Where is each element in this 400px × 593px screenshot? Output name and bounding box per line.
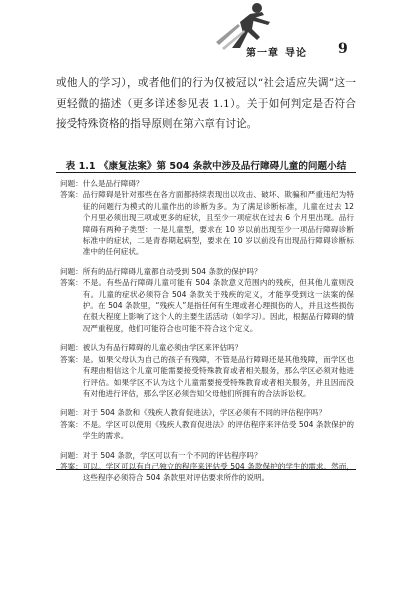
answer-line [60,419,354,442]
table-bottom-rule [56,469,356,470]
question-line [60,342,354,353]
question-line [60,450,354,461]
qa-entry [60,266,354,334]
qa-table [60,178,354,492]
answer-label: 答案： [60,190,83,200]
answer-line [60,461,354,484]
answer-label: 答案： [60,278,83,288]
running-header [0,0,400,60]
question-line [60,407,354,418]
question-text: 对于 504 条款和《残疾人教育促进法》，学区必须有不同的评估程序吗？ [82,408,327,418]
qa-entry [60,342,354,399]
question-label: 问题： [60,266,83,276]
question-label: 问题： [60,343,83,353]
question-text: 所有的品行障碍儿童都自动受到 504 条款的保护吗？ [82,266,262,276]
question-text: 对于 504 条款，学区可以有一个不同的评估程序吗？ [82,450,262,460]
table-caption: 表 1.1 《康复法案》第 504 条款中涉及品行障碍儿童的问题小结 [65,161,347,172]
answer-line [60,277,354,334]
qa-entry [60,450,354,484]
qa-entry [60,407,354,441]
table-top-rule [56,172,356,173]
question-label: 问题： [60,408,83,418]
page-number: 9 [338,41,348,57]
answer-line [60,354,354,400]
chapter-heading [246,44,307,59]
qa-entry [60,178,354,258]
question-line [60,266,354,277]
answer-label: 答案： [60,354,83,364]
chapter-label: 第一章 [246,48,279,59]
answer-text: 可以。学区可以有自己独立的程序来评估受 504 条款保护的学生的需求。然而，这些程序必须符合 504 条款里对评估要求所作的说明。 [82,461,354,483]
answer-text: 是。如果父母认为自己的孩子有残障，不管是品行障碍还是其他残障，而学区也有理由相信这个儿童可能需要接受特殊教育或者相关服务，那么学区必须对他进行评估。如果学区不认为这个儿童需要接受特殊教育或者相关服务，并且因而没有对他进行评估，那么学区必须告知父母他们所拥有的合法诉讼权。 [82,354,354,398]
question-text: 被认为有品行障碍的儿童必须由学区来评估吗？ [82,343,243,353]
question-label: 问题： [60,179,83,188]
answer-label: 答案： [60,461,83,471]
answer-line [60,189,354,257]
question-label: 问题： [60,450,83,460]
question-line [60,178,354,189]
answer-text: 不是。有些品行障碍儿童可能有 504 条款意义范围内的残疾，但其他儿童则没有。儿童的症状必须符合 504 条款关于残疾的定义，才能享受到这一法案的保护。在 504 条款里，“残疾人”是指任何有生理或者心理损伤的人，并且这些损伤在很大程度上影响了这个人的主要生活活动（如学习）。因此，根据品行障碍的情况严重程度，他们可能符合也可能不符合这个定义。 [82,278,354,333]
answer-text: 品行障碍是针对那些在各方面都持续表现出以攻击、破坏、欺骗和严重违纪为特征的问题行为模式的儿童作出的诊断为多。为了满足诊断标准，儿童在过去 12 个月里必须出现三项或更多的症状，且至少一项症状在过去 6 个月里出现。品行障碍有两种子类型：一是儿童型，要求在 10 岁以前出现至少一项品行障碍诊断标准中的症状，二是青春期起病型，要求在 10 岁以前没有出现品行障碍诊断标准中的任何症状。 [82,190,354,257]
chapter-title: 导论 [285,48,307,59]
intro-paragraph: 或他人的学习），或者他们的行为仅被冠以“社会适应失调”这一更轻微的描述（更多详述参见表 1.1）。关于如何判定是否符合接受特殊资格的指导原则在第六章有讨论。 [56,77,356,130]
question-text: 什么是品行障碍？ [82,179,144,188]
answer-label: 答案： [60,419,83,429]
answer-text: 不是。学区可以使用《残疾人教育促进法》的评估程序来评估受 504 条款保护的学生的需求。 [82,419,354,441]
